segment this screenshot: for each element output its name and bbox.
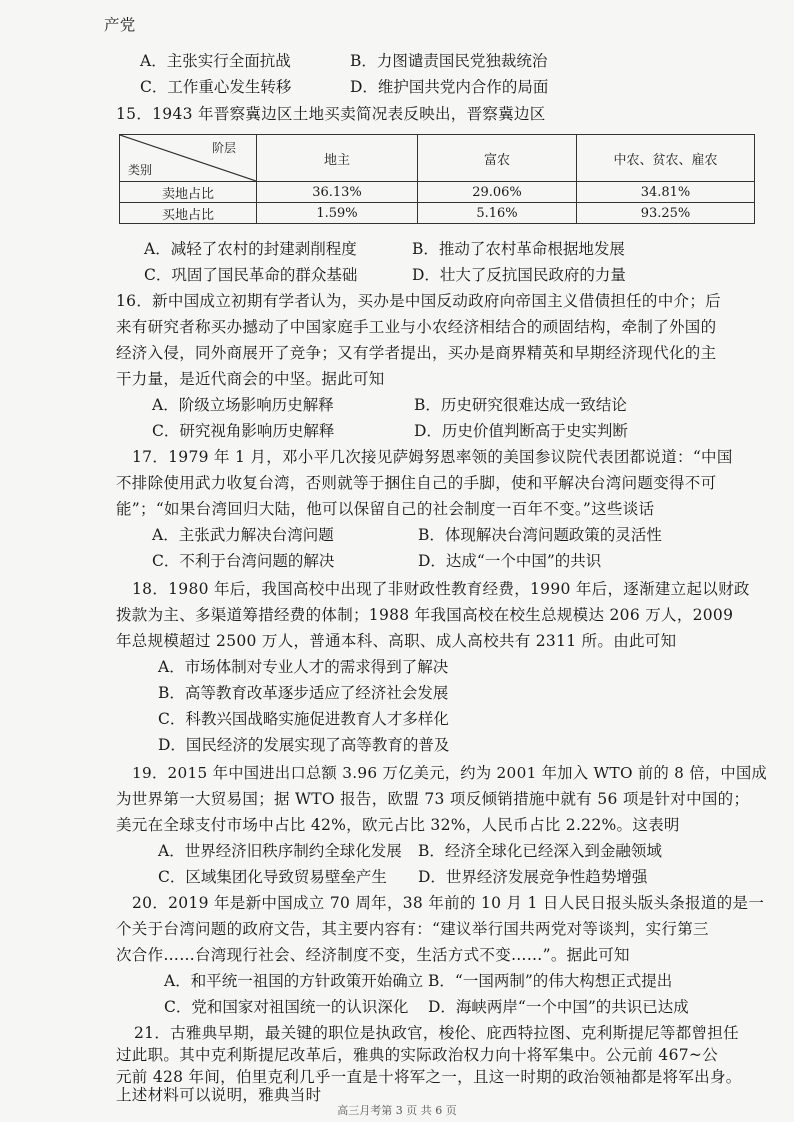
q18-line-1: 18．1980 年后，我国高校中出现了非财政性教育经费，1990 年后，逐渐建立起以财政 bbox=[132, 580, 750, 598]
q21-line-3: 元前 428 年间，伯里克利几乎一直是十将军之一，且这一时期的政治领袖都是将军出身。 bbox=[116, 1068, 742, 1086]
table-row bbox=[120, 203, 755, 224]
q19-option-d: D．世界经济发展竞争性趋势增强 bbox=[418, 868, 648, 886]
corner-bottom-label: 类别 bbox=[128, 163, 153, 177]
q14-option-c: C．工作重心发生转移 bbox=[140, 78, 292, 96]
q16-option-c: C．研究视角影响历史解释 bbox=[152, 422, 335, 440]
top-fragment: 产党 bbox=[104, 16, 136, 34]
page-footer: 高三月考第 3 页 共 6 页 bbox=[337, 1104, 457, 1117]
q20-line-2: 个关于台湾问题的政府文告，其主要内容有：“建议举行国共两党对等谈判，实行第三 bbox=[116, 920, 709, 938]
q18-option-a: A．市场体制对专业人才的需求得到了解决 bbox=[158, 658, 449, 676]
q16-line-1: 16．新中国成立初期有学者认为，买办是中国反动政府向帝国主义借债担任的中介；后 bbox=[116, 292, 721, 310]
table-corner-cell bbox=[120, 135, 257, 182]
q17-option-c: C．不利于台湾问题的解决 bbox=[152, 552, 335, 570]
q17-line-3: 能”；“如果台湾回归大陆，他可以保留自己的社会制度一百年不变。”这些谈话 bbox=[116, 500, 655, 518]
q19-line-1: 19．2015 年中国进出口总额 3.96 万亿美元，约为 2001 年加入 WTO 前的 8 倍，中国成 bbox=[132, 764, 768, 782]
column-header: 地主 bbox=[257, 135, 418, 182]
q20-line-3: 次合作……台湾现行社会、经济制度不变，生活方式不变……”。据此可知 bbox=[116, 946, 630, 964]
q17-option-b: B．体现解决台湾问题政策的灵活性 bbox=[418, 526, 662, 544]
q16-line-4: 干力量，是近代商会的中坚。据此可知 bbox=[116, 370, 385, 388]
table-cell: 29.06% bbox=[418, 182, 577, 203]
q15-option-c: C．巩固了国民革命的群众基础 bbox=[144, 266, 358, 284]
q14-option-b: B．力图谴责国民党独裁统治 bbox=[350, 52, 548, 70]
land-trade-table bbox=[119, 134, 755, 224]
q20-option-b: B．“一国两制”的伟大构想正式提出 bbox=[428, 972, 673, 990]
q19-option-c: C．区域集团化导致贸易壁垒产生 bbox=[158, 868, 387, 886]
q19-line-2: 为世界第一大贸易国；据 WTO 报告，欧盟 73 项反倾销措施中就有 56 项是针对中国的； bbox=[116, 790, 750, 808]
q15-option-a: A．减轻了农村的封建剥削程度 bbox=[144, 240, 357, 258]
corner-top-label: 阶层 bbox=[211, 141, 236, 155]
q21-line-1: 21．古雅典早期，最关键的职位是执政官，梭伦、庇西特拉图、克利斯提尼等都曾担任 bbox=[134, 1024, 739, 1042]
q14-option-a: A．主张实行全面抗战 bbox=[140, 52, 291, 70]
q14-option-d: D．维护国共党内合作的局面 bbox=[350, 78, 549, 96]
q19-option-b: B．经济全球化已经深入到金融领域 bbox=[418, 842, 662, 860]
q18-line-2: 拨款为主、多渠道筹措经费的体制；1988 年我国高校在校生总规模达 206 万人，2009 bbox=[116, 606, 734, 624]
q17-line-1: 17．1979 年 1 月，邓小平几次接见萨姆努恩率领的美国参议院代表团都说道：“中国 bbox=[132, 448, 733, 466]
q20-option-c: C．党和国家对祖国统一的认识深化 bbox=[164, 998, 409, 1016]
q17-line-2: 不排除使用武力收复台湾，否则就等于捆住自己的手脚，使和平解决台湾问题变得不可 bbox=[116, 474, 717, 492]
q15-option-d: D．壮大了反抗国民政府的力量 bbox=[412, 266, 626, 284]
q18-option-d: D．国民经济的发展实现了高等教育的普及 bbox=[158, 736, 450, 754]
q16-line-2: 来有研究者称买办撼动了中国家庭手工业与小农经济相结合的顽固结构，牵制了外国的 bbox=[116, 318, 717, 336]
table-row bbox=[120, 182, 755, 203]
q18-line-3: 年总规模超过 2500 万人，普通本科、高职、成人高校共有 2311 所。由此可知 bbox=[116, 632, 677, 650]
q15-option-b: B．推动了农村革命根据地发展 bbox=[412, 240, 625, 258]
table-cell: 5.16% bbox=[418, 203, 577, 224]
q18-option-c: C．科教兴国战略实施促进教育人才多样化 bbox=[158, 710, 449, 728]
q15-stem: 15．1943 年晋察冀边区土地买卖简况表反映出，晋察冀边区 bbox=[116, 105, 546, 123]
q17-option-a: A．主张武力解决台湾问题 bbox=[152, 526, 334, 544]
q21-line-2: 过此职。其中克利斯提尼改革后，雅典的实际政治权力向十将军集中。公元前 467~公 bbox=[116, 1046, 719, 1064]
table-cell: 1.59% bbox=[257, 203, 418, 224]
q20-line-1: 20．2019 年是新中国成立 70 周年，38 年前的 10 月 1 日人民日报头版头条报道的是一 bbox=[132, 894, 765, 912]
column-header: 富农 bbox=[418, 135, 577, 182]
q16-option-d: D．历史价值判断高于史实判断 bbox=[414, 422, 628, 440]
q17-option-d: D．达成“一个中国”的共识 bbox=[418, 552, 602, 570]
table-cell: 34.81% bbox=[577, 182, 755, 203]
q20-option-a: A．和平统一祖国的方针政策开始确立 bbox=[164, 972, 424, 990]
q18-option-b: B．高等教育改革逐步适应了经济社会发展 bbox=[158, 684, 449, 702]
q16-option-b: B．历史研究很难达成一致结论 bbox=[414, 396, 627, 414]
q21-line-4: 上述材料可以说明，雅典当时 bbox=[116, 1086, 322, 1104]
q16-line-3: 经济入侵，同外商展开了竞争；又有学者提出，买办是商界精英和早期经济现代化的主 bbox=[116, 344, 717, 362]
column-header: 中农、贫农、雇农 bbox=[577, 135, 755, 182]
table-cell: 36.13% bbox=[257, 182, 418, 203]
q20-option-d: D．海峡两岸“一个中国”的共识已达成 bbox=[428, 998, 689, 1016]
table-cell: 93.25% bbox=[577, 203, 755, 224]
q19-line-3: 美元在全球支付市场中占比 42%，欧元占比 32%，人民币占比 2.22%。这表明 bbox=[116, 816, 680, 834]
q16-option-a: A．阶级立场影响历史解释 bbox=[152, 396, 334, 414]
q19-option-a: A．世界经济旧秩序制约全球化发展 bbox=[158, 842, 402, 860]
row-label: 卖地占比 bbox=[120, 182, 257, 203]
row-label: 买地占比 bbox=[120, 203, 257, 224]
